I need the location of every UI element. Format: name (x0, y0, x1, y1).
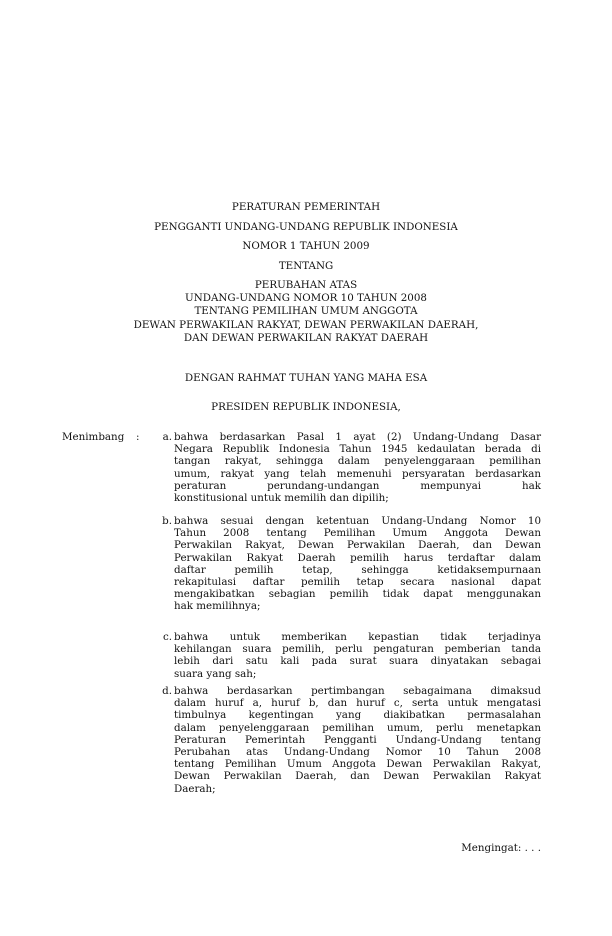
text-line: tentang Pemilihan Umum Anggota Dewan Perwakilan Rakyat, (174, 758, 541, 771)
considering-colon: : (136, 431, 140, 443)
item-text (174, 685, 541, 795)
text-line: tangan rakyat, sehingga dalam penyelenggaraan pemilihan (174, 455, 541, 468)
text-line: daftar pemilih tetap, sehingga ketidaksempurnaan (174, 563, 541, 576)
text-line: dalam huruf a, huruf b, dan huruf c, serta untuk mengatasi (174, 697, 541, 710)
text-line: konstitusional untuk memilih dan dipilih; (174, 491, 389, 504)
heading-line: PENGGANTI UNDANG-UNDANG REPUBLIK INDONESIA (154, 221, 458, 233)
text-line: Negara Republik Indonesia Tahun 1945 kedaulatan berada di (174, 443, 541, 456)
text-line: bahwa berdasarkan Pasal 1 ayat (2) Undang-Undang Dasar (174, 431, 541, 443)
item-letter: c. (162, 631, 172, 643)
item-text (174, 515, 541, 613)
text-line: mengakibatkan sebagian pemilih tidak dapat menggunakan (174, 588, 541, 601)
heading-line: TENTANG (278, 260, 334, 272)
text-line: Perubahan atas Undang-Undang Nomor 10 Tahun 2008 (174, 745, 541, 758)
heading-line: PERUBAHAN ATAS (254, 279, 358, 291)
text-line: suara yang sah; (174, 667, 257, 680)
heading-line: DAN DEWAN PERWAKILAN RAKYAT DAERAH (183, 332, 429, 344)
text-line: peraturan perundang-undangan mempunyai hak (174, 479, 541, 492)
heading-line: UNDANG-UNDANG NOMOR 10 TAHUN 2008 (185, 292, 427, 304)
text-line: Dewan Perwakilan Daerah, dan Dewan Perwakilan Rakyat (174, 770, 541, 783)
heading-line: NOMOR 1 TAHUN 2009 (242, 240, 370, 252)
text-line: umum, rakyat yang telah memenuhi persyaratan berdasarkan (174, 467, 541, 480)
text-line: Perwakilan Rakyat, Dewan Perwakilan Daerah, dan Dewan (174, 539, 541, 552)
text-line: bahwa untuk memberikan kepastian tidak terjadinya (174, 631, 541, 643)
item-letter: b. (162, 515, 172, 527)
heading-line: DEWAN PERWAKILAN RAKYAT, DEWAN PERWAKILAN DAERAH, (133, 319, 479, 331)
text-line: kehilangan suara pemilih, perlu pengaturan pemberian tanda (174, 643, 541, 656)
considering-label: Menimbang (62, 431, 125, 443)
text-line: Peraturan Pemerintah Pengganti Undang-Undang tentang (174, 733, 541, 746)
item-letter: d. (162, 685, 172, 697)
text-line: hak memilihnya; (174, 600, 261, 613)
item-letter: a. (162, 431, 172, 443)
text-line: Tahun 2008 tentang Pemilihan Umum Anggota Dewan (174, 527, 541, 540)
heading-line: PERATURAN PEMERINTAH (231, 201, 381, 213)
text-line: Perwakilan Rakyat Daerah pemilih harus terdaftar dalam (174, 551, 541, 564)
invocation: DENGAN RAHMAT TUHAN YANG MAHA ESA (184, 372, 428, 384)
president-title: PRESIDEN REPUBLIK INDONESIA, (211, 401, 401, 413)
continuation-note: Mengingat: . . . (461, 842, 541, 854)
text-line: bahwa sesuai dengan ketentuan Undang-Undang Nomor 10 (174, 515, 541, 527)
text-line: rekapitulasi daftar pemilih tetap secara nasional dapat (174, 575, 541, 588)
item-text (174, 631, 541, 680)
text-line: timbulnya kegentingan yang diakibatkan permasalahan (174, 709, 541, 722)
item-text (174, 431, 541, 504)
text-line: lebih dari satu kali pada surat suara dinyatakan sebagai (174, 655, 541, 668)
text-line: dalam penyelenggaraan pemilihan umum, perlu menetapkan (174, 721, 541, 734)
text-line: Daerah; (174, 782, 216, 795)
text-line: bahwa berdasarkan pertimbangan sebagaimana dimaksud (174, 685, 541, 697)
heading-line: TENTANG PEMILIHAN UMUM ANGGOTA (194, 305, 418, 317)
